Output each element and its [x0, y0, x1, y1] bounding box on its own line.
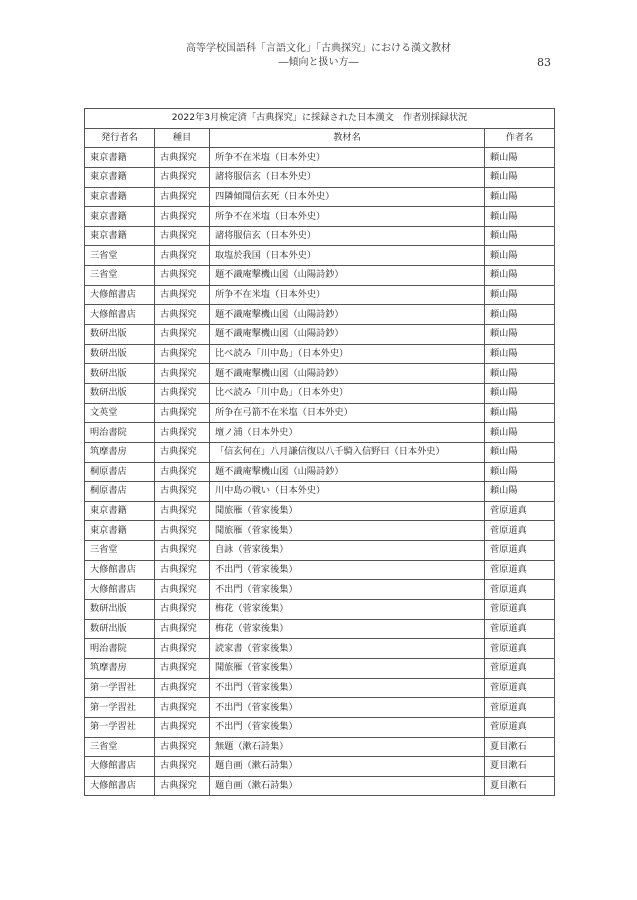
material-cell: 梅花（菅家後集）: [210, 600, 485, 620]
author-cell: 菅原道真: [485, 560, 555, 580]
material-cell: 所争在弓箭不在米塩（日本外史）: [210, 403, 485, 423]
publisher-cell: 数研出版: [85, 619, 155, 639]
table-row: [85, 462, 555, 482]
subject-cell: 古典探究: [155, 600, 210, 620]
subject-cell: 古典探究: [155, 619, 210, 639]
publisher-cell: 大修館書店: [85, 580, 155, 600]
subject-cell: 古典探究: [155, 717, 210, 737]
publisher-cell: 大修館書店: [85, 560, 155, 580]
table-row: [85, 717, 555, 737]
table-row: [85, 364, 555, 384]
subject-cell: 古典探究: [155, 482, 210, 502]
author-cell: 菅原道真: [485, 580, 555, 600]
table-row: [85, 541, 555, 561]
column-header-publisher: 発行者名: [85, 128, 155, 148]
table-row: [85, 305, 555, 325]
publisher-cell: 東京書籍: [85, 148, 155, 168]
header-title: 高等学校国語科「言語文化」「古典探究」における漢文教材: [186, 43, 451, 54]
subject-cell: 古典探究: [155, 403, 210, 423]
material-cell: 梅花（菅家後集）: [210, 619, 485, 639]
table-row: [85, 403, 555, 423]
subject-cell: 古典探究: [155, 521, 210, 541]
publisher-cell: 東京書籍: [85, 226, 155, 246]
publisher-cell: 東京書籍: [85, 501, 155, 521]
author-cell: 菅原道真: [485, 698, 555, 718]
author-cell: 菅原道真: [485, 521, 555, 541]
material-cell: 題自画（漱石詩集）: [210, 757, 485, 777]
author-cell: 菅原道真: [485, 619, 555, 639]
table-row: [85, 737, 555, 757]
table-row: [85, 658, 555, 678]
table-row: [85, 167, 555, 187]
author-cell: 菅原道真: [485, 717, 555, 737]
subject-cell: 古典探究: [155, 580, 210, 600]
publisher-cell: 数研出版: [85, 383, 155, 403]
table-title: 2022年3月検定済「古典探究」に採録された日本漢文 作者別採録状況: [85, 109, 555, 129]
table-row: [85, 776, 555, 796]
publisher-cell: 明治書院: [85, 423, 155, 443]
material-cell: 自詠（菅家後集）: [210, 541, 485, 561]
material-cell: 所争不在米塩（日本外史）: [210, 207, 485, 227]
author-cell: 夏目漱石: [485, 737, 555, 757]
table-row: [85, 600, 555, 620]
material-cell: 題自画（漱石詩集）: [210, 776, 485, 796]
publisher-cell: 三省堂: [85, 246, 155, 266]
subject-cell: 古典探究: [155, 344, 210, 364]
table-row: [85, 325, 555, 345]
material-cell: 不出門（菅家後集）: [210, 717, 485, 737]
table-row: [85, 148, 555, 168]
column-header-subject: 種目: [155, 128, 210, 148]
author-cell: 頼山陽: [485, 462, 555, 482]
material-cell: 不出門（菅家後集）: [210, 580, 485, 600]
material-cell: 題不識庵撃機山図（山陽詩鈔）: [210, 325, 485, 345]
author-cell: 頼山陽: [485, 344, 555, 364]
material-cell: 不出門（菅家後集）: [210, 698, 485, 718]
subject-cell: 古典探究: [155, 501, 210, 521]
material-cell: 壇ノ浦（日本外史）: [210, 423, 485, 443]
material-cell: 諸将服信玄（日本外史）: [210, 167, 485, 187]
author-cell: 菅原道真: [485, 658, 555, 678]
material-cell: 聞旅雁（菅家後集）: [210, 521, 485, 541]
material-cell: 無題（漱石詩集）: [210, 737, 485, 757]
publisher-cell: 第一学習社: [85, 678, 155, 698]
author-cell: 菅原道真: [485, 678, 555, 698]
page-number: 83: [537, 56, 551, 69]
author-cell: 頼山陽: [485, 383, 555, 403]
author-cell: 菅原道真: [485, 600, 555, 620]
author-cell: 頼山陽: [485, 148, 555, 168]
subject-cell: 古典探究: [155, 462, 210, 482]
author-cell: 頼山陽: [485, 266, 555, 286]
subject-cell: 古典探究: [155, 698, 210, 718]
table-row: [85, 285, 555, 305]
material-cell: 所争不在米塩（日本外史）: [210, 148, 485, 168]
author-cell: 頼山陽: [485, 167, 555, 187]
table-row: [85, 757, 555, 777]
publisher-cell: 東京書籍: [85, 167, 155, 187]
publisher-cell: 桐原書店: [85, 462, 155, 482]
material-cell: 読家書（菅家後集）: [210, 639, 485, 659]
subject-cell: 古典探究: [155, 167, 210, 187]
publisher-cell: 東京書籍: [85, 207, 155, 227]
author-cell: 頼山陽: [485, 442, 555, 462]
table-row: [85, 698, 555, 718]
material-cell: 題不識庵撃機山図（山陽詩鈔）: [210, 462, 485, 482]
material-cell: 取塩於我国（日本外史）: [210, 246, 485, 266]
subject-cell: 古典探究: [155, 383, 210, 403]
material-cell: 「信玄何在」八月謙信復以八千騎入信野曰（日本外史）: [210, 442, 485, 462]
header-subtitle: ―傾向と扱い方―: [278, 57, 359, 68]
subject-cell: 古典探究: [155, 678, 210, 698]
author-cell: 頼山陽: [485, 226, 555, 246]
publisher-cell: 筑摩書房: [85, 658, 155, 678]
publisher-cell: 第一学習社: [85, 717, 155, 737]
publisher-cell: 明治書院: [85, 639, 155, 659]
material-cell: 不出門（菅家後集）: [210, 560, 485, 580]
material-cell: 聞旅雁（菅家後集）: [210, 658, 485, 678]
material-cell: 四隣傾聞信玄死（日本外史）: [210, 187, 485, 207]
table-row: [85, 207, 555, 227]
material-cell: 諸将服信玄（日本外史）: [210, 226, 485, 246]
material-cell: 比べ読み「川中島」（日本外史）: [210, 383, 485, 403]
author-cell: 夏目漱石: [485, 757, 555, 777]
table-row: [85, 619, 555, 639]
material-cell: 題不識庵撃機山図（山陽詩鈔）: [210, 305, 485, 325]
subject-cell: 古典探究: [155, 776, 210, 796]
publisher-cell: 三省堂: [85, 266, 155, 286]
subject-cell: 古典探究: [155, 364, 210, 384]
author-cell: 頼山陽: [485, 285, 555, 305]
author-cell: 頼山陽: [485, 482, 555, 502]
publisher-cell: 大修館書店: [85, 757, 155, 777]
author-cell: 頼山陽: [485, 187, 555, 207]
publisher-cell: 三省堂: [85, 737, 155, 757]
subject-cell: 古典探究: [155, 325, 210, 345]
subject-cell: 古典探究: [155, 423, 210, 443]
table-row: [85, 344, 555, 364]
publisher-cell: 第一学習社: [85, 698, 155, 718]
subject-cell: 古典探究: [155, 757, 210, 777]
table-row: [85, 246, 555, 266]
table-row: [85, 187, 555, 207]
publisher-cell: 筑摩書房: [85, 442, 155, 462]
publisher-cell: 大修館書店: [85, 285, 155, 305]
column-header-material: 教材名: [210, 128, 485, 148]
subject-cell: 古典探究: [155, 285, 210, 305]
subject-cell: 古典探究: [155, 226, 210, 246]
column-header-author: 作者名: [485, 128, 555, 148]
subject-cell: 古典探究: [155, 305, 210, 325]
material-cell: 比べ読み「川中島」（日本外史）: [210, 344, 485, 364]
author-cell: 頼山陽: [485, 364, 555, 384]
author-cell: 頼山陽: [485, 325, 555, 345]
publisher-cell: 数研出版: [85, 364, 155, 384]
publisher-cell: 三省堂: [85, 541, 155, 561]
publisher-cell: 文英堂: [85, 403, 155, 423]
table-row: [85, 560, 555, 580]
author-cell: 菅原道真: [485, 639, 555, 659]
table-row: [85, 423, 555, 443]
subject-cell: 古典探究: [155, 442, 210, 462]
author-cell: 菅原道真: [485, 501, 555, 521]
publisher-cell: 桐原書店: [85, 482, 155, 502]
table-row: [85, 521, 555, 541]
subject-cell: 古典探究: [155, 266, 210, 286]
publisher-cell: 大修館書店: [85, 776, 155, 796]
table-row: [85, 226, 555, 246]
publisher-cell: 数研出版: [85, 600, 155, 620]
adoption-table: [84, 108, 555, 796]
publisher-cell: 数研出版: [85, 344, 155, 364]
publisher-cell: 大修館書店: [85, 305, 155, 325]
material-cell: 所争不在米塩（日本外史）: [210, 285, 485, 305]
table-row: [85, 678, 555, 698]
author-cell: 頼山陽: [485, 305, 555, 325]
author-cell: 頼山陽: [485, 246, 555, 266]
author-cell: 頼山陽: [485, 423, 555, 443]
material-cell: 題不識庵撃機山図（山陽詩鈔）: [210, 364, 485, 384]
subject-cell: 古典探究: [155, 541, 210, 561]
table-row: [85, 580, 555, 600]
material-cell: 聞旅雁（菅家後集）: [210, 501, 485, 521]
table-row: [85, 266, 555, 286]
table-row: [85, 383, 555, 403]
subject-cell: 古典探究: [155, 187, 210, 207]
table-body: [85, 148, 555, 796]
table-row: [85, 442, 555, 462]
material-cell: 不出門（菅家後集）: [210, 678, 485, 698]
table-row: [85, 639, 555, 659]
subject-cell: 古典探究: [155, 639, 210, 659]
table-row: [85, 501, 555, 521]
author-cell: 菅原道真: [485, 541, 555, 561]
subject-cell: 古典探究: [155, 207, 210, 227]
subject-cell: 古典探究: [155, 560, 210, 580]
publisher-cell: 東京書籍: [85, 187, 155, 207]
author-cell: 頼山陽: [485, 207, 555, 227]
material-cell: 題不識庵撃機山図（山陽詩鈔）: [210, 266, 485, 286]
author-cell: 頼山陽: [485, 403, 555, 423]
subject-cell: 古典探究: [155, 658, 210, 678]
publisher-cell: 数研出版: [85, 325, 155, 345]
publisher-cell: 東京書籍: [85, 521, 155, 541]
subject-cell: 古典探究: [155, 148, 210, 168]
subject-cell: 古典探究: [155, 737, 210, 757]
subject-cell: 古典探究: [155, 246, 210, 266]
table-row: [85, 482, 555, 502]
material-cell: 川中島の戦い（日本外史）: [210, 482, 485, 502]
author-cell: 夏目漱石: [485, 776, 555, 796]
